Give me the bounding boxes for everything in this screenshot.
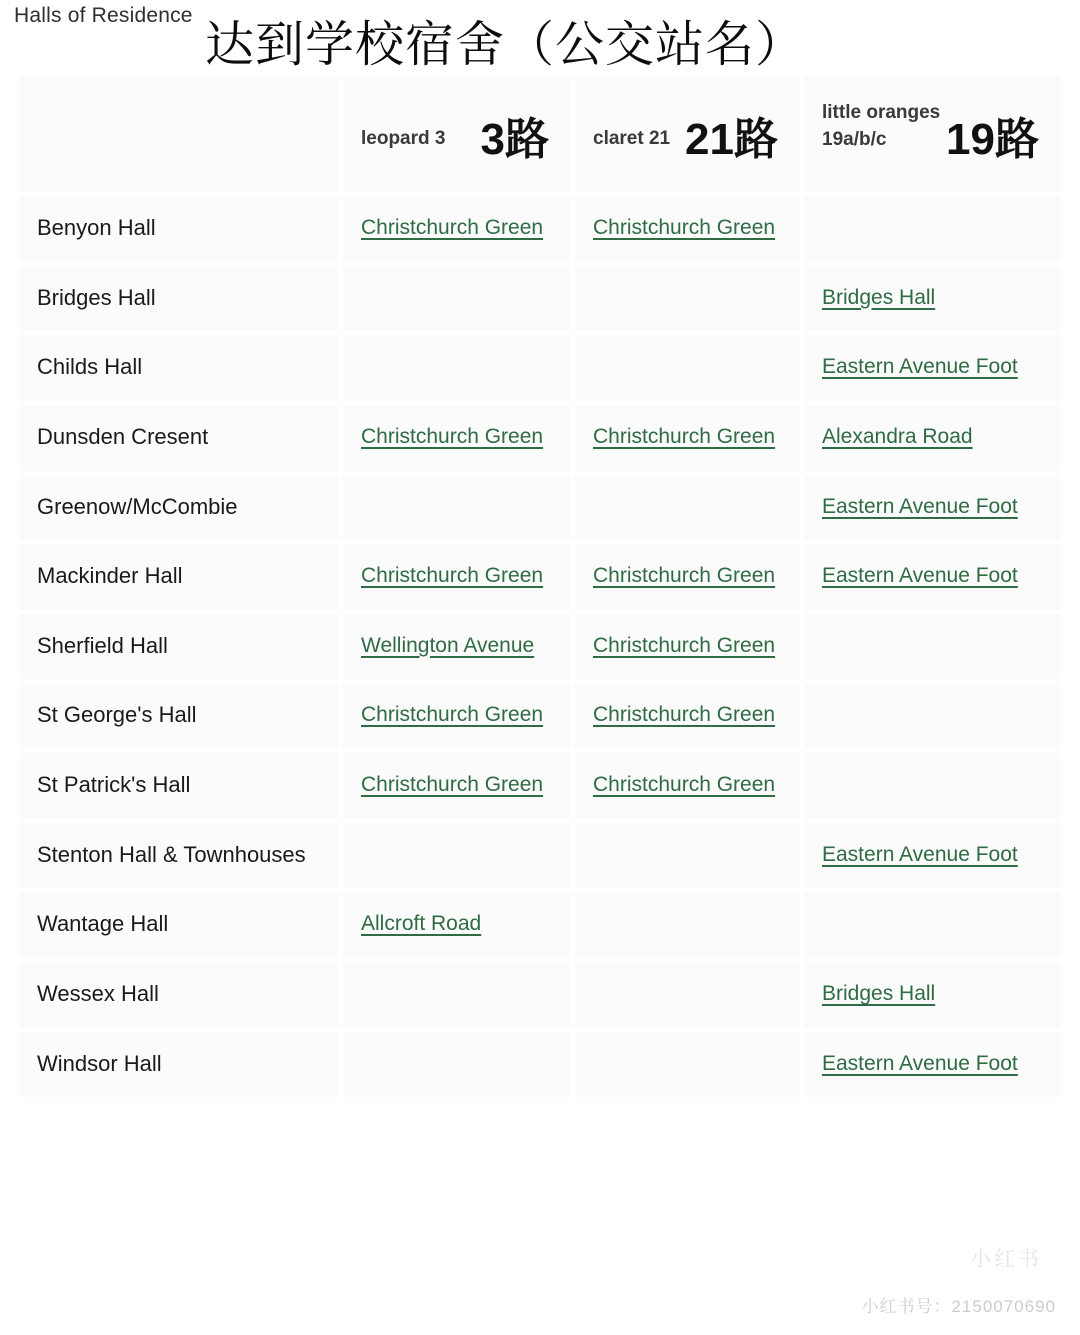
stop-cell-route-19 <box>804 1032 1061 1098</box>
route-21-cn-label: 21路 <box>685 115 778 164</box>
table-row <box>19 335 1061 401</box>
hall-name-cell <box>19 475 339 541</box>
stop-cell-route-21 <box>575 475 800 541</box>
stop-cell-route-3 <box>343 196 571 262</box>
header-cell-route-3 <box>343 76 571 192</box>
stop-cell-route-3 <box>343 1032 571 1098</box>
hall-name: Wantage Hall <box>37 911 169 937</box>
table-header-row <box>19 76 1061 192</box>
stop-cell-route-21 <box>575 335 800 401</box>
bus-stop-link[interactable]: Christchurch Green <box>593 424 776 448</box>
hall-name: Childs Hall <box>37 354 143 380</box>
stop-cell-route-21 <box>575 614 800 680</box>
route-21-en-label: claret 21 <box>593 128 671 149</box>
table-head <box>19 76 1061 192</box>
stop-cell-route-19 <box>804 892 1061 958</box>
stop-cell-route-19 <box>804 962 1061 1028</box>
bus-stop-link[interactable]: Christchurch Green <box>593 216 776 239</box>
route-19-cn-label: 19路 <box>946 115 1039 164</box>
route-3-cn-label: 3路 <box>480 115 549 164</box>
table-body <box>19 196 1061 1097</box>
bus-stop-link[interactable]: Eastern Avenue Foot <box>822 355 1018 379</box>
stop-cell-route-3 <box>343 544 571 610</box>
route-19-en-line2: 19a/b/c <box>822 129 887 151</box>
hall-name: St Patrick's Hall <box>37 772 191 797</box>
hall-name: Wessex Hall <box>37 980 159 1006</box>
hall-name-cell <box>19 823 339 889</box>
bus-stop-link[interactable]: Christchurch Green <box>593 564 776 588</box>
stop-cell-route-19 <box>804 196 1061 262</box>
table-row <box>19 405 1061 471</box>
table-row <box>19 892 1061 958</box>
stop-cell-route-3 <box>343 266 571 332</box>
stop-cell-route-19 <box>804 266 1061 332</box>
stop-cell-route-19 <box>804 475 1061 541</box>
bus-stop-link[interactable]: Christchurch Green <box>361 773 544 796</box>
hall-name: Stenton Hall & Townhouses <box>37 841 306 867</box>
route-19-en-label <box>822 99 940 154</box>
stop-cell-route-3 <box>343 335 571 401</box>
bus-stop-link[interactable]: Christchurch Green <box>593 773 776 796</box>
header-cell-route-19 <box>804 76 1061 192</box>
stop-cell-route-21 <box>575 266 800 332</box>
stop-cell-route-21 <box>575 544 800 610</box>
page-header <box>0 0 1080 72</box>
bus-stop-link[interactable]: Christchurch Green <box>361 216 544 239</box>
halls-of-residence-label: Halls of Residence <box>14 4 193 27</box>
table-row <box>19 196 1061 262</box>
hall-name: Mackinder Hall <box>37 563 183 589</box>
stop-cell-route-21 <box>575 683 800 749</box>
header-cell-halls <box>19 76 339 192</box>
bus-stop-link[interactable]: Eastern Avenue Foot <box>822 842 1018 866</box>
hall-name-cell <box>19 266 339 332</box>
hall-name: Sherfield Hall <box>37 632 168 658</box>
hall-name: St George's Hall <box>37 702 197 728</box>
hall-name: Windsor Hall <box>37 1050 162 1076</box>
hall-name-cell <box>19 196 339 262</box>
stop-cell-route-21 <box>575 196 800 262</box>
stop-cell-route-3 <box>343 683 571 749</box>
table-row <box>19 683 1061 749</box>
table-row <box>19 614 1061 680</box>
stop-cell-route-19 <box>804 335 1061 401</box>
stop-cell-route-3 <box>343 614 571 680</box>
hall-name-cell <box>19 683 339 749</box>
bus-stop-link[interactable]: Eastern Avenue Foot <box>822 564 1018 588</box>
stop-cell-route-3 <box>343 962 571 1028</box>
bus-stop-link[interactable]: Alexandra Road <box>822 424 973 448</box>
hall-name-cell <box>19 405 339 471</box>
stop-cell-route-19 <box>804 753 1061 819</box>
bus-stop-link[interactable]: Bridges Hall <box>822 981 936 1005</box>
hall-name: Bridges Hall <box>37 284 156 310</box>
bus-stop-link[interactable]: Christchurch Green <box>361 424 544 448</box>
bus-stop-link[interactable]: Eastern Avenue Foot <box>822 494 1018 518</box>
bus-stop-link[interactable]: Christchurch Green <box>361 703 544 727</box>
stop-cell-route-21 <box>575 962 800 1028</box>
hall-name: Dunsden Cresent <box>37 423 209 449</box>
stop-cell-route-19 <box>804 614 1061 680</box>
table-row <box>19 475 1061 541</box>
stop-cell-route-21 <box>575 892 800 958</box>
hall-name-cell <box>19 753 339 819</box>
hall-name-cell <box>19 1032 339 1098</box>
stop-cell-route-21 <box>575 753 800 819</box>
bus-stop-matrix-table <box>15 72 1065 1101</box>
hall-name: Benyon Hall <box>37 215 156 240</box>
stop-cell-route-3 <box>343 405 571 471</box>
stop-cell-route-3 <box>343 892 571 958</box>
hall-name: Greenow/McCombie <box>37 493 238 519</box>
bus-stop-link[interactable]: Wellington Avenue <box>361 633 535 657</box>
stop-cell-route-3 <box>343 475 571 541</box>
hall-name-cell <box>19 614 339 680</box>
bus-stop-link[interactable]: Christchurch Green <box>593 703 776 727</box>
stop-cell-route-21 <box>575 1032 800 1098</box>
route-19-en-line1: little oranges <box>822 101 941 123</box>
stop-cell-route-19 <box>804 683 1061 749</box>
table-row <box>19 823 1061 889</box>
watermark-id: 小红书号：2150070690 <box>861 1297 1056 1316</box>
table-row <box>19 1032 1061 1098</box>
bus-stop-link[interactable]: Bridges Hall <box>822 285 936 309</box>
stop-cell-route-19 <box>804 405 1061 471</box>
stop-cell-route-19 <box>804 823 1061 889</box>
stop-cell-route-3 <box>343 753 571 819</box>
header-cell-route-21 <box>575 76 800 192</box>
hall-name-cell <box>19 544 339 610</box>
table-row <box>19 544 1061 610</box>
hall-name-cell <box>19 335 339 401</box>
table-row <box>19 753 1061 819</box>
bus-stop-link[interactable]: Allcroft Road <box>361 912 482 936</box>
hall-name-cell <box>19 892 339 958</box>
bus-stop-link[interactable]: Christchurch Green <box>593 633 776 657</box>
stop-cell-route-19 <box>804 544 1061 610</box>
page-title: 达到学校宿舍（公交站名） <box>205 18 806 72</box>
bus-stop-link[interactable]: Christchurch Green <box>361 564 544 588</box>
hall-name-cell <box>19 962 339 1028</box>
watermark-logo: 小红书 <box>970 1248 1042 1271</box>
table-row <box>19 266 1061 332</box>
route-3-en-label: leopard 3 <box>361 128 446 149</box>
stop-cell-route-3 <box>343 823 571 889</box>
stop-cell-route-21 <box>575 405 800 471</box>
stop-cell-route-21 <box>575 823 800 889</box>
table-row <box>19 962 1061 1028</box>
bus-stop-link[interactable]: Eastern Avenue Foot <box>822 1051 1018 1075</box>
